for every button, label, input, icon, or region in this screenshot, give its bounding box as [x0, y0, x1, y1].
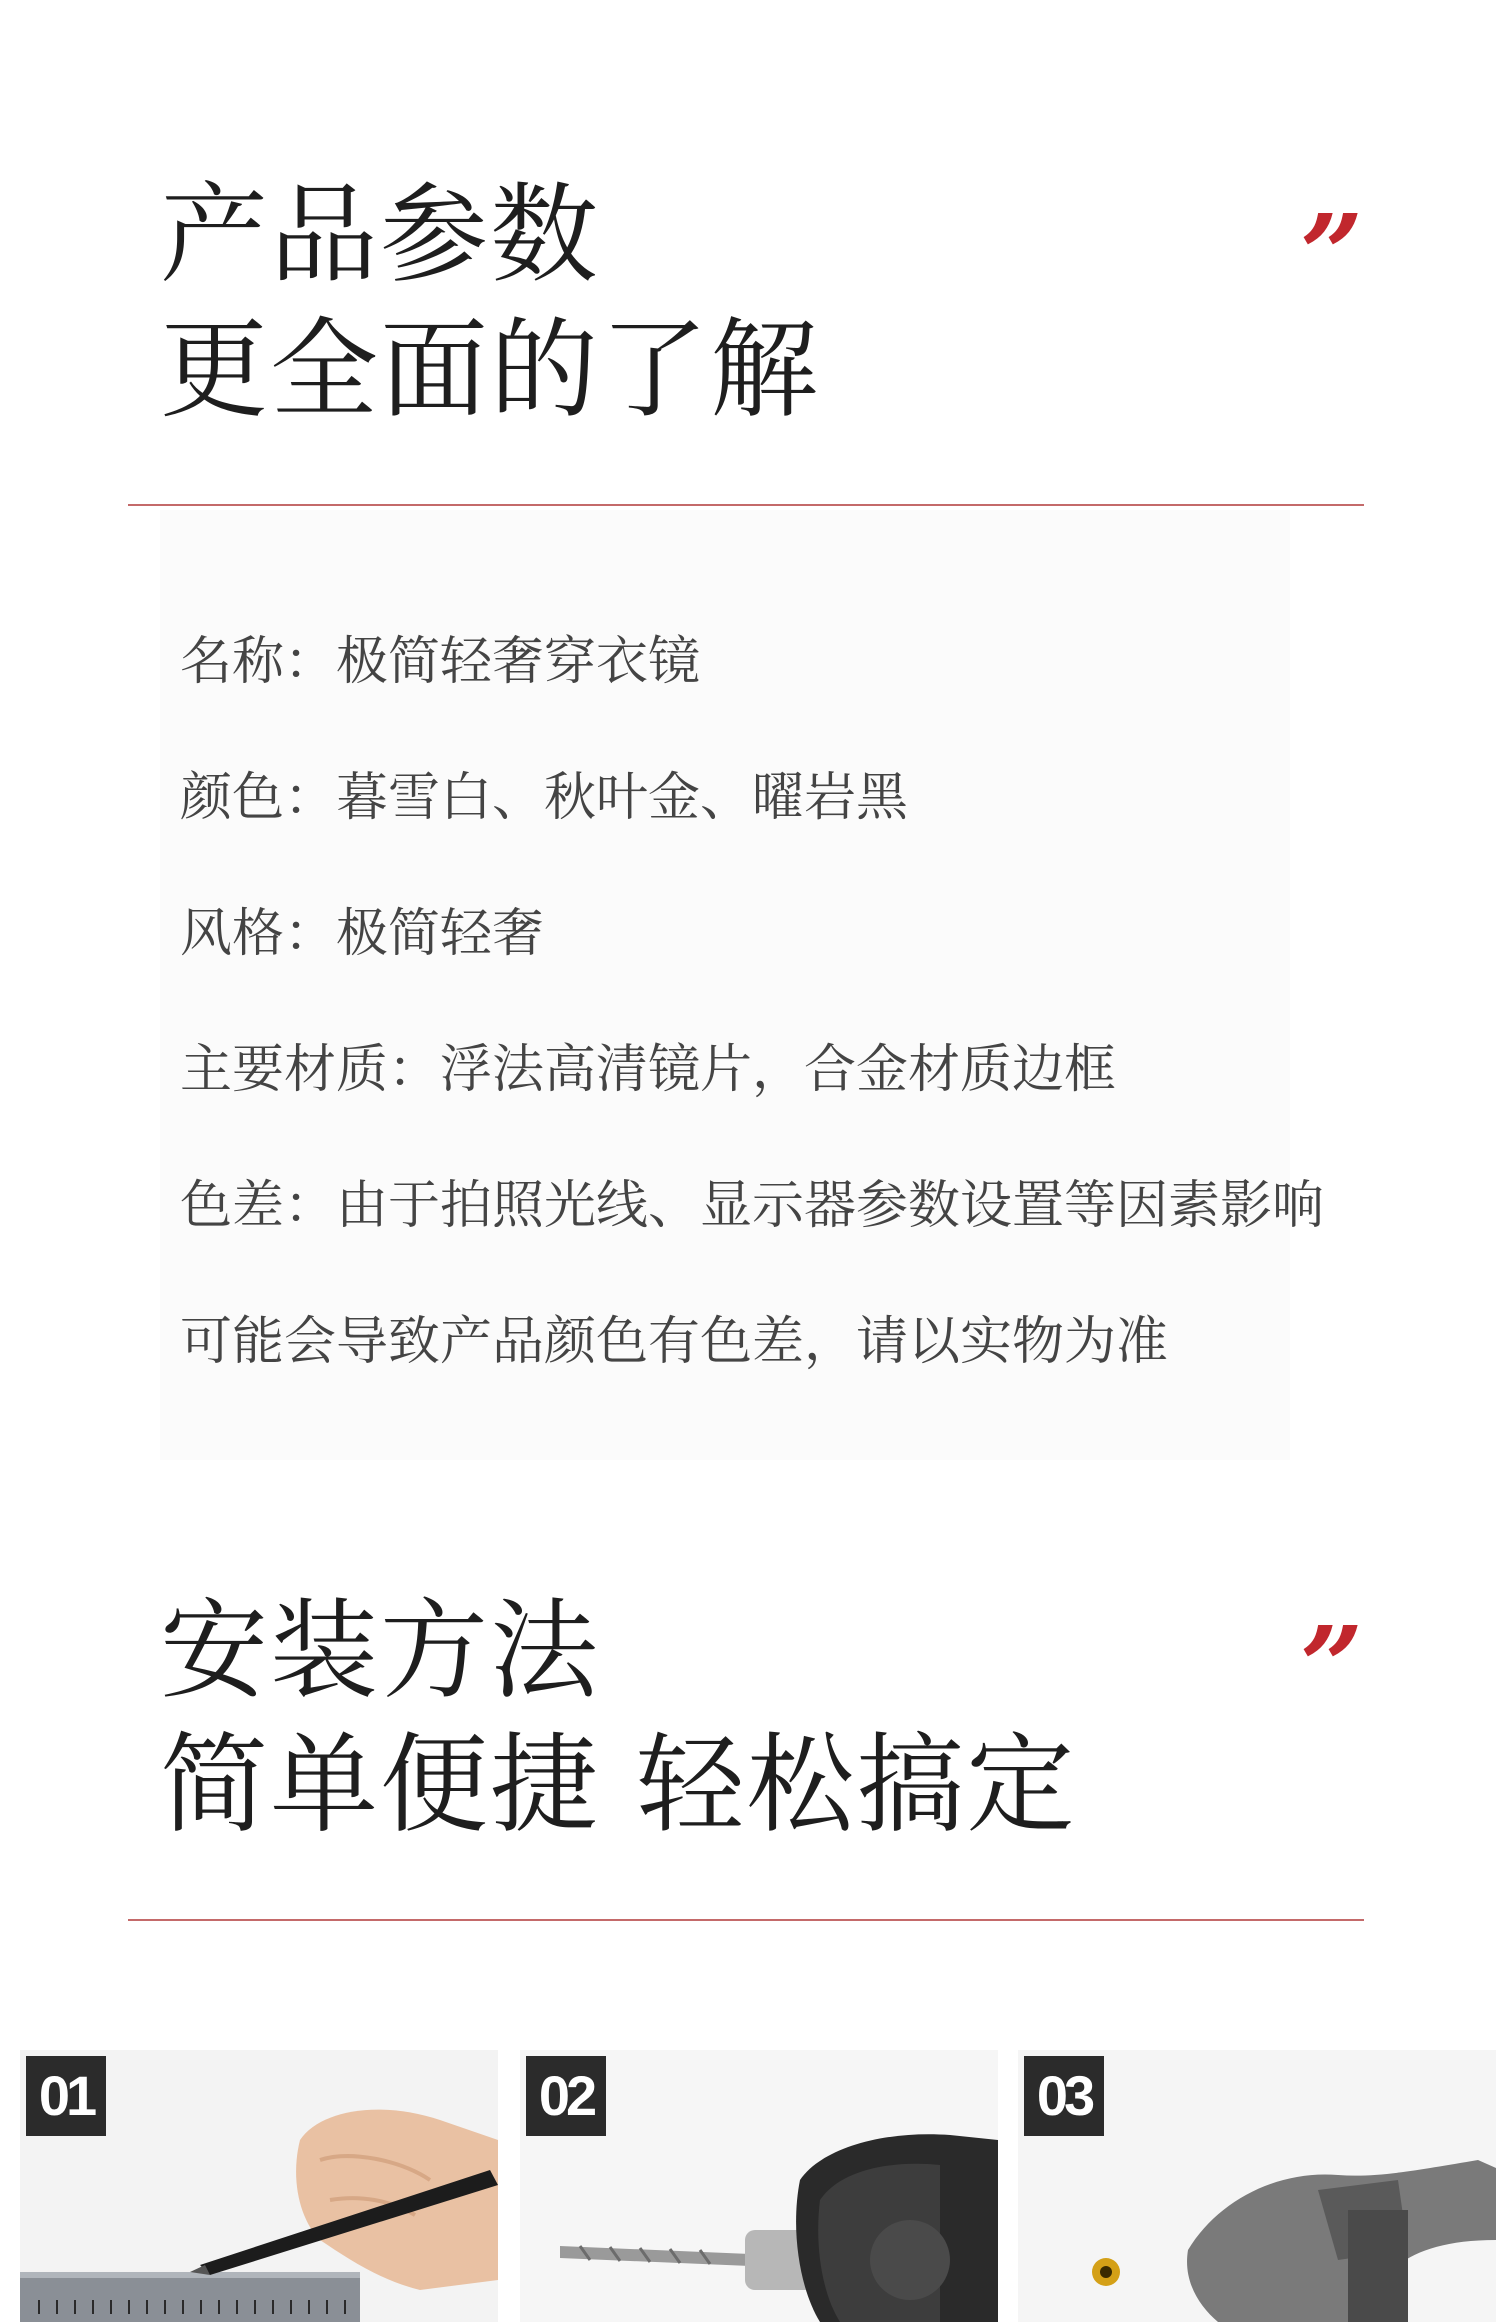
params-quote-icon: ”	[1300, 190, 1364, 319]
spec-material: 主要材质：浮法高清镜片，合金材质边框	[180, 1040, 1117, 1100]
install-divider	[128, 1919, 1364, 1921]
spec-style: 风格：极简轻奢	[180, 904, 545, 964]
params-title-line2: 更全面的了解	[160, 308, 821, 433]
install-title-line2: 简单便捷 轻松搞定	[160, 1723, 1077, 1848]
step-number-badge: 02	[526, 2056, 606, 2136]
step-card-03	[1018, 2050, 1496, 2322]
step-card-02	[520, 2050, 998, 2322]
params-title-line1: 产品参数	[160, 173, 601, 298]
install-title-line1: 安装方法	[160, 1589, 601, 1714]
step-card-01	[20, 2050, 498, 2322]
spec-name: 名称：极简轻奢穿衣镜	[180, 632, 701, 692]
spec-color-difference-note: 可能会导致产品颜色有色差，请以实物为准	[180, 1312, 1169, 1372]
params-divider	[128, 504, 1364, 506]
install-quote-icon: ”	[1300, 1602, 1364, 1731]
step-number-badge: 01	[26, 2056, 106, 2136]
spec-color-difference: 色差：由于拍照光线、显示器参数设置等因素影响	[180, 1176, 1325, 1236]
spec-color: 颜色：暮雪白、秋叶金、曜岩黑	[180, 768, 909, 828]
step-number-badge: 03	[1024, 2056, 1104, 2136]
